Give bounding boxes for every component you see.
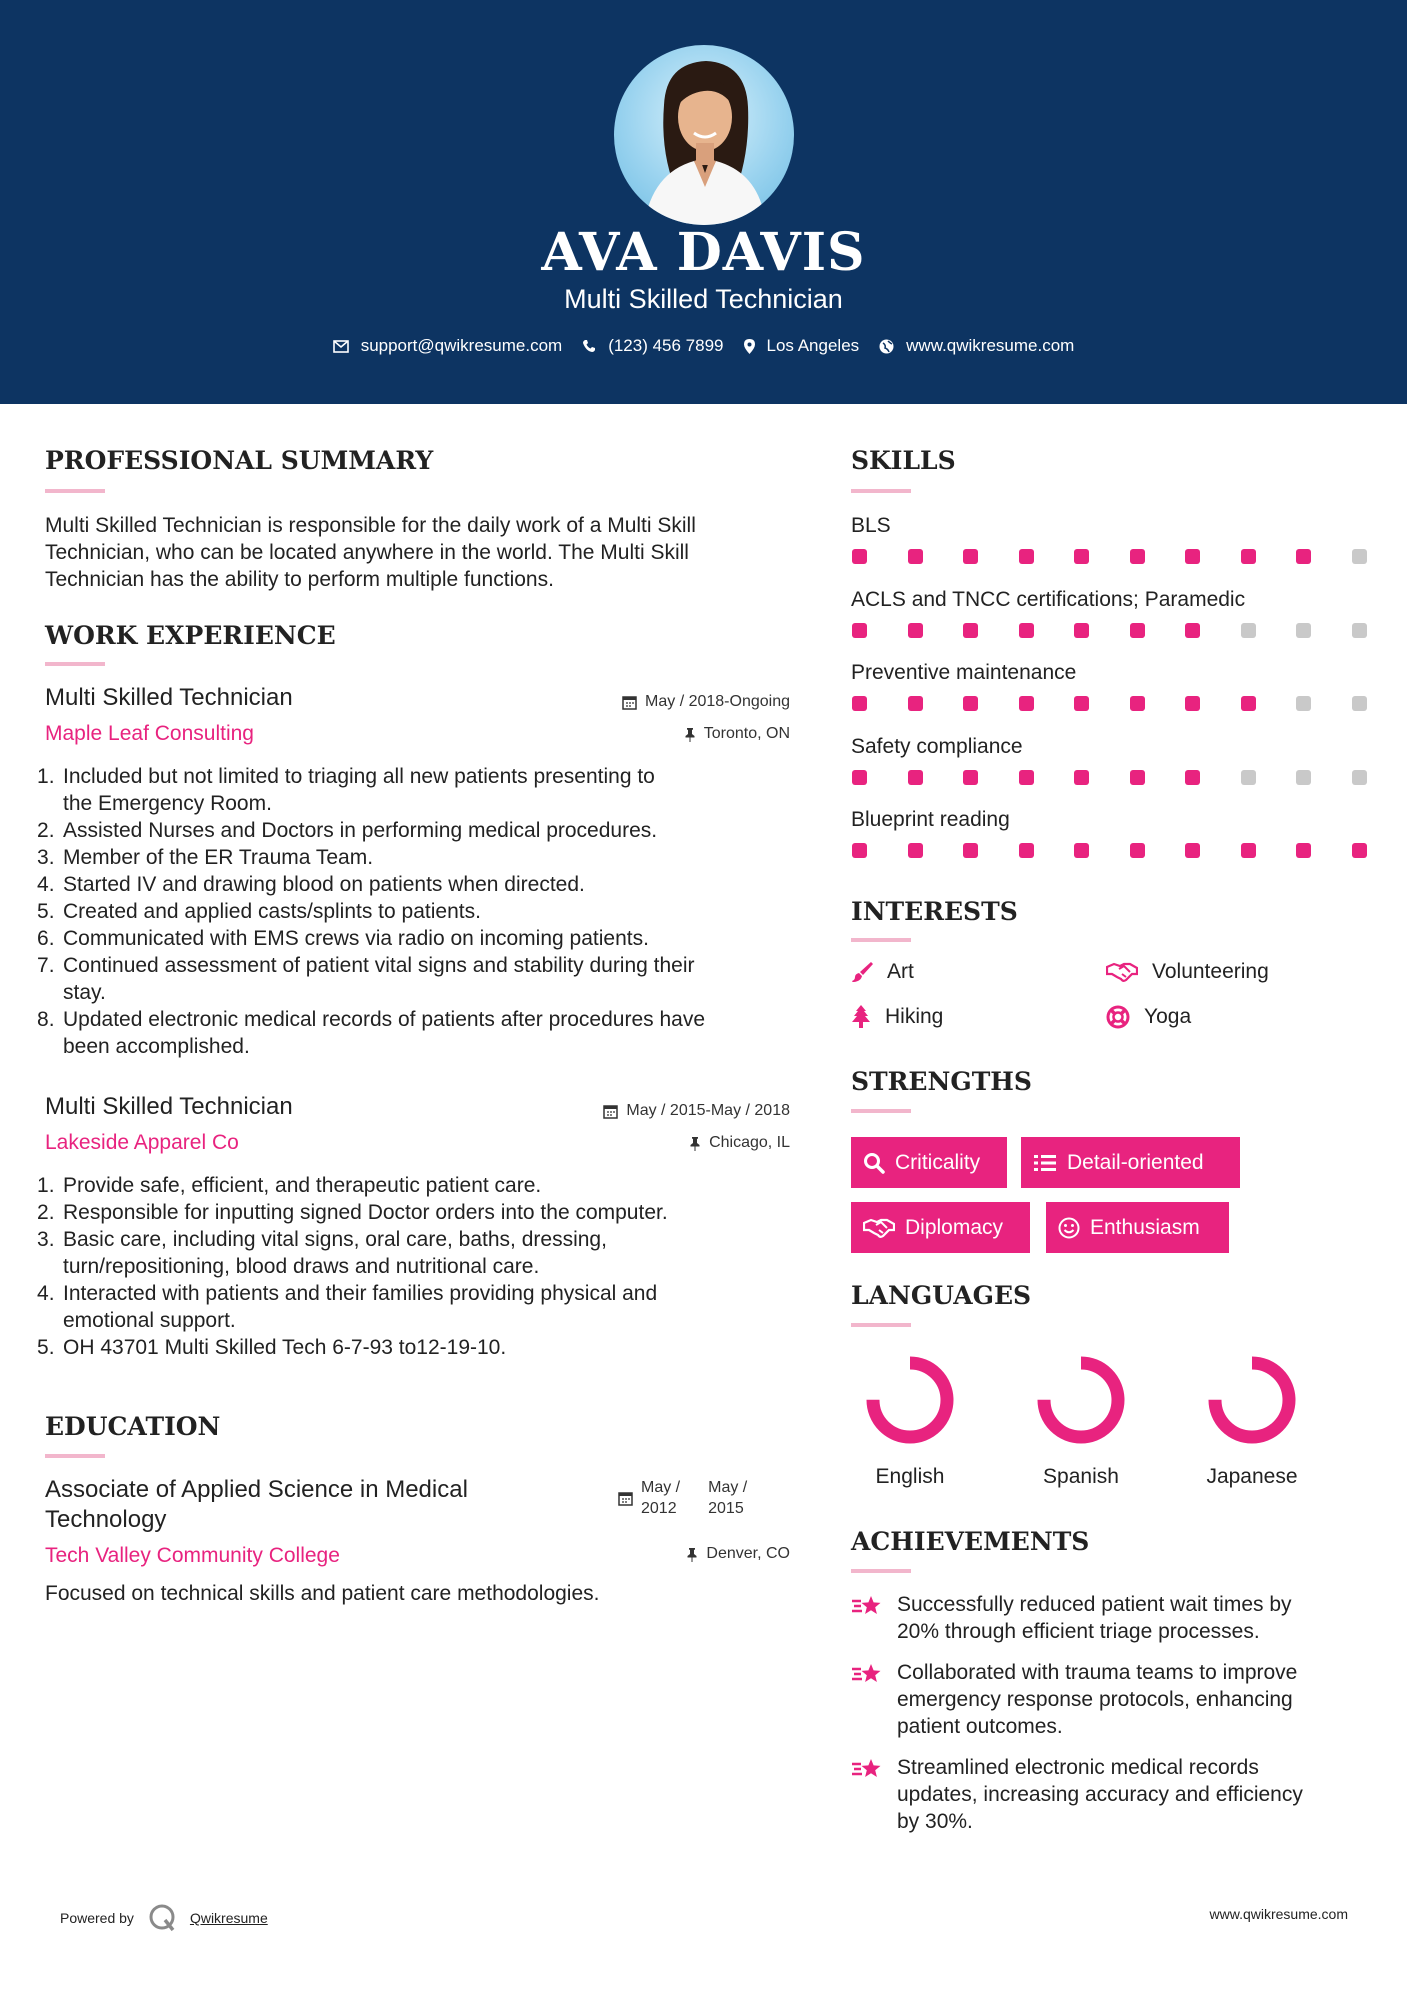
interest-item [851, 960, 914, 984]
date-part: 2015 [708, 1500, 744, 1517]
skill-dot-filled [908, 770, 923, 785]
contact-phone[interactable] [582, 336, 723, 356]
achievements-rule [851, 1569, 911, 1573]
skill-name: Preventive maintenance [851, 661, 1077, 684]
language-label: Spanish [1043, 1465, 1119, 1488]
interest-item [1106, 960, 1269, 984]
skill-dot-filled [1019, 770, 1034, 785]
skill-dot-filled [963, 623, 978, 638]
skill-dot-filled [1241, 549, 1256, 564]
achievement-item [851, 1591, 1361, 1645]
qwikresume-logo-icon [148, 1903, 178, 1933]
interest-item [1106, 1005, 1191, 1029]
skill-dot-filled [908, 549, 923, 564]
skill-dot-empty [1241, 623, 1256, 638]
list-icon [1033, 1153, 1057, 1173]
degree-title [45, 1475, 468, 1535]
qwikresume-link[interactable]: Qwikresume [189, 1910, 268, 1926]
skill-dot-filled [1019, 623, 1034, 638]
globe-icon [879, 339, 894, 354]
language-progress-ring [1031, 1350, 1131, 1450]
strength-label: Detail-oriented [1067, 1150, 1204, 1174]
skill-dot-filled [1352, 843, 1367, 858]
job-location-text: Toronto, ON [703, 725, 790, 742]
list-item-line: Continued assessment of patient vital signs and stability during their [63, 954, 695, 977]
shooting-star-icon [851, 1593, 883, 1619]
strength-tag [851, 1137, 1007, 1188]
pin-icon [686, 1547, 698, 1562]
calendar-icon [618, 1491, 633, 1506]
summary-line: Technician, who can be located anywhere in the world. The Multi Skill [45, 541, 689, 564]
skill-dot-filled [1074, 770, 1089, 785]
achievement-text [897, 1659, 1297, 1740]
summary-rule [45, 489, 105, 493]
skill-dot-filled [1130, 696, 1145, 711]
skill-name: BLS [851, 514, 891, 537]
list-item [45, 1172, 805, 1199]
handshake-icon [863, 1218, 895, 1238]
strength-label: Diplomacy [905, 1215, 1004, 1239]
strengths-rule [851, 1109, 911, 1113]
shooting-star-icon [851, 1661, 883, 1687]
interests-rule [851, 938, 911, 942]
date-part: May / [708, 1479, 748, 1496]
skill-dot-filled [1296, 843, 1311, 858]
strength-label: Enthusiasm [1090, 1215, 1200, 1239]
smile-icon [1058, 1217, 1080, 1239]
interest-item [851, 1005, 943, 1029]
degree-line: Associate of Applied Science in Medical [45, 1476, 468, 1503]
achievement-item [851, 1659, 1361, 1740]
location-text: Los Angeles [766, 336, 860, 355]
summary-heading: PROFESSIONAL SUMMARY [45, 446, 434, 475]
education-rule [45, 1454, 105, 1458]
skill-name: Blueprint reading [851, 808, 1010, 831]
skill-dot-filled [908, 843, 923, 858]
skill-dot-empty [1296, 770, 1311, 785]
languages-rule [851, 1323, 911, 1327]
interest-label: Volunteering [1152, 960, 1269, 983]
skill-dot-filled [908, 696, 923, 711]
achievement-line: 20% through efficient triage processes. [897, 1620, 1260, 1643]
skill-dot-empty [1241, 770, 1256, 785]
skill-dot-filled [852, 843, 867, 858]
phone-text: (123) 456 7899 [608, 336, 724, 355]
paint-brush-icon [851, 961, 873, 983]
skill-dot-filled [1185, 623, 1200, 638]
list-item-line: Member of the ER Trauma Team. [63, 846, 374, 869]
achievement-text [897, 1591, 1292, 1645]
envelope-icon [333, 340, 349, 353]
language-item [840, 1350, 980, 1450]
education-date [618, 1477, 747, 1519]
list-item-line: OH 43701 Multi Skilled Tech 6-7-93 to12-19-10. [63, 1336, 507, 1359]
skill-name: Safety compliance [851, 734, 1023, 758]
skill-dot-empty [1296, 696, 1311, 711]
list-item [45, 1280, 805, 1334]
company-name[interactable]: Lakeside Apparel Co [45, 1131, 239, 1154]
skill-dot-filled [1074, 696, 1089, 711]
skill-dot-filled [1019, 696, 1034, 711]
job-date-text: May / 2015-May / 2018 [626, 1102, 790, 1119]
calendar-icon [622, 695, 637, 710]
skill-dot-filled [1296, 549, 1311, 564]
skill-dot-filled [963, 843, 978, 858]
life-ring-icon [1106, 1005, 1130, 1029]
list-item [45, 871, 805, 898]
list-item-line: Updated electronic medical records of patients after procedures have [63, 1008, 706, 1031]
skill-dot-empty [1296, 623, 1311, 638]
strengths-heading: STRENGTHS [851, 1067, 1032, 1096]
handshake-icon [1106, 962, 1138, 982]
list-item-line: Started IV and drawing blood on patients when directed. [63, 873, 585, 896]
list-item-line: Created and applied casts/splints to patients. [63, 900, 481, 923]
resume-header [0, 0, 1407, 404]
skill-dot-filled [1130, 549, 1145, 564]
list-item [45, 898, 805, 925]
skill-dot-filled [963, 770, 978, 785]
job-title: Multi Skilled Technician [45, 684, 293, 711]
school-name[interactable]: Tech Valley Community College [45, 1544, 340, 1567]
education-heading: EDUCATION [45, 1412, 221, 1441]
education-location [686, 1545, 790, 1563]
list-item-line: Assisted Nurses and Doctors in performing medical procedures. [63, 819, 658, 842]
map-marker-icon [744, 339, 755, 354]
skill-dot-empty [1352, 696, 1367, 711]
list-item [45, 1226, 805, 1280]
education-date-end [708, 1477, 747, 1519]
list-item [45, 763, 805, 817]
experience-rule [45, 662, 105, 666]
skills-rule [851, 489, 911, 493]
skill-dot-filled [1019, 549, 1034, 564]
skill-dot-filled [963, 696, 978, 711]
skill-dot-empty [1352, 623, 1367, 638]
skill-dot-filled [1241, 843, 1256, 858]
interest-label: Art [887, 960, 914, 983]
candidate-name: AVA DAVIS [541, 222, 866, 283]
skill-dot-filled [1074, 843, 1089, 858]
language-item [1182, 1350, 1322, 1450]
skill-dot-filled [1185, 843, 1200, 858]
tree-icon [851, 1005, 871, 1029]
list-item-line: stay. [63, 981, 106, 1004]
calendar-icon [603, 1104, 618, 1119]
contact-bar [0, 336, 1407, 356]
job-date [603, 1102, 790, 1120]
website-text: www.qwikresume.com [906, 336, 1075, 355]
list-item-line: Included but not limited to triaging all new patients presenting to [63, 765, 655, 788]
achievement-line: by 30%. [897, 1810, 973, 1833]
search-icon [863, 1152, 885, 1174]
list-item [45, 925, 805, 952]
list-item-line: been accomplished. [63, 1035, 250, 1058]
list-item-line: Basic care, including vital signs, oral care, baths, dressing, [63, 1228, 607, 1251]
contact-email[interactable] [333, 336, 563, 356]
list-item [45, 1006, 805, 1060]
date-part: May / [641, 1479, 681, 1496]
achievement-line: updates, increasing accuracy and efficiency [897, 1783, 1303, 1806]
list-item [45, 817, 805, 844]
achievements-heading: ACHIEVEMENTS [851, 1527, 1090, 1556]
list-item-line: Responsible for inputting signed Doctor orders into the computer. [63, 1201, 668, 1224]
achievement-line: Collaborated with trauma teams to improve [897, 1661, 1298, 1684]
strength-tag [1046, 1202, 1229, 1253]
footer-powered-by [60, 1903, 268, 1933]
language-progress-ring [860, 1350, 960, 1450]
date-part: 2012 [641, 1500, 677, 1517]
skill-dot-filled [1130, 770, 1145, 785]
language-label: Japanese [1206, 1465, 1298, 1488]
list-item-line: the Emergency Room. [63, 792, 272, 815]
education-location-text: Denver, CO [706, 1545, 790, 1562]
skill-dot-filled [1074, 549, 1089, 564]
footer-website[interactable]: www.qwikresume.com [1209, 1906, 1348, 1922]
interests-heading: INTERESTS [851, 897, 1018, 926]
skill-dot-filled [852, 770, 867, 785]
achievement-line: Successfully reduced patient wait times by [897, 1593, 1292, 1616]
education-date-start [641, 1477, 680, 1519]
education-description: Focused on technical skills and patient care methodologies. [45, 1582, 600, 1605]
summary-line: Technician has the ability to perform multiple functions. [45, 568, 554, 591]
skill-dot-filled [1074, 623, 1089, 638]
skill-dot-filled [1130, 623, 1145, 638]
list-item-line: Communicated with EMS crews via radio on incoming patients. [63, 927, 649, 950]
skill-dot-filled [1241, 696, 1256, 711]
skill-dot-filled [1019, 843, 1034, 858]
job-date [622, 693, 790, 711]
list-item [45, 1199, 805, 1226]
phone-icon [582, 339, 596, 353]
skill-dot-filled [1185, 696, 1200, 711]
summary-text [45, 512, 805, 593]
job-responsibilities [45, 763, 805, 1060]
job-location-text: Chicago, IL [709, 1134, 790, 1151]
skill-dot-filled [1130, 843, 1145, 858]
skill-dot-filled [963, 549, 978, 564]
job-date-text: May / 2018-Ongoing [645, 693, 790, 710]
skill-dot-empty [1352, 770, 1367, 785]
list-item-line: Interacted with patients and their families providing physical and [63, 1282, 658, 1305]
experience-heading: WORK EXPERIENCE [45, 621, 336, 650]
contact-website[interactable] [879, 336, 1074, 356]
job-title: Multi Skilled Technician [45, 1093, 293, 1120]
strength-tag [1021, 1137, 1240, 1188]
list-item [45, 844, 805, 871]
company-name[interactable]: Maple Leaf Consulting [45, 722, 254, 745]
list-item [45, 952, 805, 1006]
powered-by-text: Powered by [60, 1910, 134, 1926]
strength-label: Criticality [895, 1150, 981, 1174]
skill-dot-filled [1185, 549, 1200, 564]
pin-icon [689, 1136, 701, 1151]
list-item-line: emotional support. [63, 1309, 236, 1332]
contact-location [744, 336, 860, 356]
skill-dot-filled [1185, 770, 1200, 785]
interest-label: Hiking [885, 1005, 944, 1028]
achievement-line: patient outcomes. [897, 1715, 1063, 1738]
pin-icon [684, 727, 696, 742]
strength-tag [851, 1202, 1030, 1253]
candidate-title: Multi Skilled Technician [564, 284, 843, 314]
skill-dot-filled [908, 623, 923, 638]
achievement-text [897, 1754, 1303, 1835]
summary-line: Multi Skilled Technician is responsible for the daily work of a Multi Skill [45, 514, 696, 537]
list-item [45, 1334, 805, 1361]
job-location [684, 725, 790, 743]
achievement-line: emergency response protocols, enhancing [897, 1688, 1293, 1711]
job-responsibilities [45, 1172, 805, 1361]
skill-dot-filled [852, 696, 867, 711]
shooting-star-icon [851, 1756, 883, 1782]
job-location [689, 1134, 790, 1152]
languages-heading: LANGUAGES [851, 1281, 1032, 1310]
list-item-line: Provide safe, efficient, and therapeutic patient care. [63, 1174, 542, 1197]
skill-dot-filled [852, 549, 867, 564]
language-label: English [875, 1465, 945, 1488]
language-item [1011, 1350, 1151, 1450]
skill-name: ACLS and TNCC certifications; Paramedic [851, 587, 1246, 611]
achievement-line: Streamlined electronic medical records [897, 1756, 1259, 1779]
interest-label: Yoga [1144, 1005, 1192, 1028]
skill-dot-filled [852, 623, 867, 638]
profile-photo [614, 45, 794, 225]
email-text: support@qwikresume.com [360, 336, 563, 355]
degree-line: Technology [45, 1506, 167, 1533]
skill-dot-empty [1352, 549, 1367, 564]
list-item-line: turn/repositioning, blood draws and nutritional care. [63, 1255, 540, 1278]
language-progress-ring [1202, 1350, 1302, 1450]
skills-heading: SKILLS [851, 446, 956, 475]
achievement-item [851, 1754, 1361, 1835]
